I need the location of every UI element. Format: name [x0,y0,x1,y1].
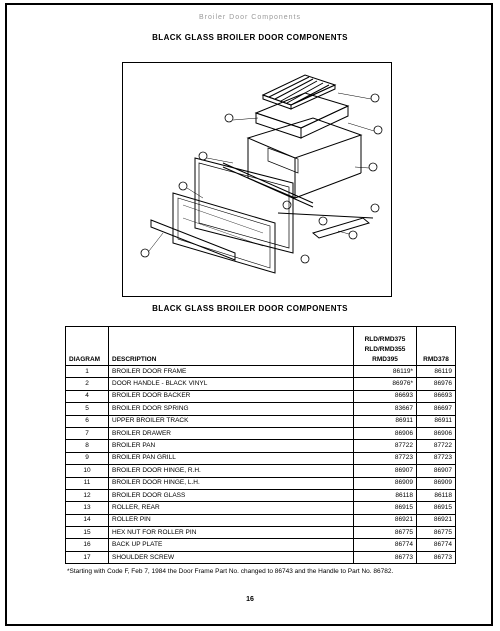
description-cell: BACK UP PLATE [109,539,354,551]
part-number-cell: 86976 [417,378,456,390]
faint-header: Broiler Door Components [199,14,301,21]
part-number-cell: 86909 [354,477,417,489]
table-row [66,539,456,551]
broiler-door-glass [173,193,275,273]
diagram-cell: 11 [66,477,109,489]
part-number-cell: 86773 [354,551,417,563]
part-number-cell: 86921 [354,514,417,526]
table-row [66,477,456,489]
back-up-plate [313,218,369,238]
description-cell: HEX NUT FOR ROLLER PIN [109,527,354,539]
diagram-cell: 15 [66,527,109,539]
footnote: *Starting with Code F, Feb 7, 1984 the Door Frame Part No. changed to 86743 and the Handle to Part No. 86782. [67,568,394,575]
part-number-cell: 86773 [417,551,456,563]
part-number-cell: 86693 [417,390,456,402]
part-number-cell: 86118 [354,489,417,501]
part-number-cell: 87723 [417,452,456,464]
description-cell: BROILER DOOR HINGE, R.H. [109,465,354,477]
table-row [66,489,456,501]
diagram-cell: 14 [66,514,109,526]
description-cell: BROILER DOOR FRAME [109,366,354,378]
table-row [66,415,456,427]
table-row [66,366,456,378]
description-cell: SHOULDER SCREW [109,551,354,563]
part-number-cell: 86915 [417,502,456,514]
part-number-cell: 86693 [354,390,417,402]
table-row [66,514,456,526]
diagram-cell: 8 [66,440,109,452]
door-handle [151,220,235,260]
part-number-cell: 86697 [417,403,456,415]
diagram-cell: 9 [66,452,109,464]
col-diagram: DIAGRAM [66,327,109,366]
description-cell: BROILER DOOR GLASS [109,489,354,501]
part-number-cell: 86976* [354,378,417,390]
part-number-cell: 86921 [417,514,456,526]
col-model-line-2: RLD/RMD355 [364,346,406,353]
table-row [66,440,456,452]
table-row [66,551,456,563]
part-number-cell: 86906 [417,427,456,439]
col-model-group-2: RMD378 [417,327,456,366]
description-cell: ROLLER, REAR [109,502,354,514]
col-model-line-1: RLD/RMD375 [364,336,406,343]
table-row [66,403,456,415]
part-number-cell: 86906 [354,427,417,439]
diagram-cell: 7 [66,427,109,439]
table-row [66,378,456,390]
diagram-cell: 17 [66,551,109,563]
diagram-cell: 12 [66,489,109,501]
part-number-cell: 87722 [354,440,417,452]
part-number-cell: 86915 [354,502,417,514]
table-header-row [66,327,456,366]
broiler-door-drawing [123,63,391,296]
part-number-cell: 86119 [417,366,456,378]
col-description: DESCRIPTION [109,327,354,366]
table-row [66,527,456,539]
part-number-cell: 86118 [417,489,456,501]
description-cell: DOOR HANDLE - BLACK VINYL [109,378,354,390]
part-number-cell: 86119* [354,366,417,378]
table-row [66,452,456,464]
description-cell: BROILER DOOR HINGE, L.H. [109,477,354,489]
diagram-cell: 2 [66,378,109,390]
diagram-cell: 5 [66,403,109,415]
table-row [66,427,456,439]
table-row [66,465,456,477]
part-number-cell: 86907 [417,465,456,477]
exploded-diagram [122,62,392,297]
part-number-cell: 87723 [354,452,417,464]
part-number-cell: 86911 [354,415,417,427]
diagram-cell: 13 [66,502,109,514]
diagram-cell: 10 [66,465,109,477]
diagram-cell: 4 [66,390,109,402]
part-number-cell: 86911 [417,415,456,427]
part-number-cell: 86909 [417,477,456,489]
part-number-cell: 86775 [417,527,456,539]
page-title: BLACK GLASS BROILER DOOR COMPONENTS [152,33,348,42]
col-model-line-3: RMD395 [372,356,398,363]
diagram-cell: 6 [66,415,109,427]
broiler-pan-grill [263,75,335,109]
table-row [66,502,456,514]
part-number-cell: 86774 [417,539,456,551]
diagram-caption: BLACK GLASS BROILER DOOR COMPONENTS [152,304,348,313]
col-model-group-1 [354,327,417,366]
table-row [66,390,456,402]
part-number-cell: 86775 [354,527,417,539]
part-number-cell: 87722 [417,440,456,452]
description-cell: BROILER PAN GRILL [109,452,354,464]
description-cell: BROILER DOOR SPRING [109,403,354,415]
diagram-cell: 1 [66,366,109,378]
parts-table [65,326,456,564]
description-cell: ROLLER PIN [109,514,354,526]
description-cell: UPPER BROILER TRACK [109,415,354,427]
description-cell: BROILER DOOR BACKER [109,390,354,402]
part-number-cell: 86907 [354,465,417,477]
diagram-cell: 16 [66,539,109,551]
description-cell: BROILER DRAWER [109,427,354,439]
part-number-cell: 83667 [354,403,417,415]
part-number-cell: 86774 [354,539,417,551]
page-number: 16 [246,596,254,603]
description-cell: BROILER PAN [109,440,354,452]
